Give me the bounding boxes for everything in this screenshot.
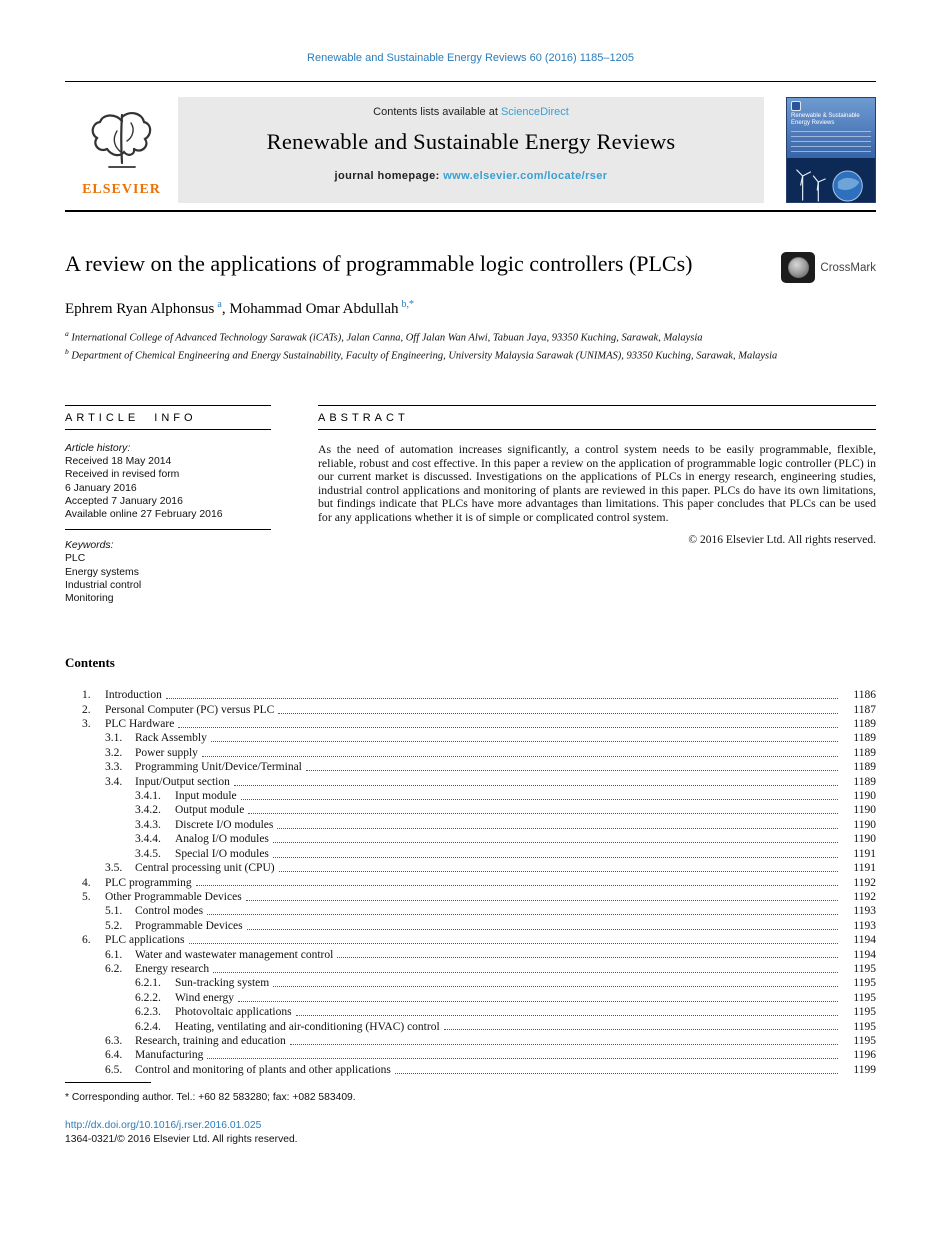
toc-entry-label: Energy research xyxy=(135,962,210,975)
toc-dot-leader xyxy=(196,885,838,886)
toc-entry-label: Rack Assembly xyxy=(135,732,207,745)
toc-entry-label: Personal Computer (PC) versus PLC xyxy=(105,703,275,716)
keyword: Monitoring xyxy=(65,593,114,605)
toc-entry[interactable] xyxy=(65,1005,876,1019)
toc-dot-leader xyxy=(444,1029,838,1030)
toc-entry-number: 3.5. xyxy=(105,862,123,875)
toc-entry[interactable] xyxy=(65,861,876,875)
toc-entry-number: 6.2.2. xyxy=(135,991,161,1004)
journal-homepage-link[interactable]: www.elsevier.com/locate/rser xyxy=(443,170,608,182)
toc-dot-leader xyxy=(241,799,838,800)
article-title: A review on the applications of programmable logic controllers (PLCs) xyxy=(65,251,693,276)
article-history-block xyxy=(65,442,271,521)
toc-dot-leader xyxy=(247,929,838,930)
toc-entry-label: Analog I/O modules xyxy=(175,833,269,846)
toc-dot-leader xyxy=(277,828,838,829)
crossmark-ring-icon xyxy=(788,257,809,278)
toc-entry-page: 1195 xyxy=(853,962,876,975)
toc-entry[interactable] xyxy=(65,847,876,861)
abstract-column xyxy=(318,405,876,605)
toc-dot-leader xyxy=(234,785,838,786)
toc-entry-page: 1187 xyxy=(853,703,876,716)
article-history-lines xyxy=(65,455,271,521)
toc-entry-page: 1190 xyxy=(853,804,876,817)
footnote-divider xyxy=(65,1082,151,1083)
toc-entry[interactable] xyxy=(65,948,876,962)
toc-entry-page: 1193 xyxy=(853,905,876,918)
toc-entry[interactable] xyxy=(65,717,876,731)
history-line: Available online 27 February 2016 xyxy=(65,509,223,521)
toc-entry-label: Discrete I/O modules xyxy=(175,818,274,831)
toc-entry-number: 6.1. xyxy=(105,948,123,961)
toc-entry-number: 3.4.2. xyxy=(135,804,161,817)
toc-entry-number: 3.4.4. xyxy=(135,833,161,846)
title-row xyxy=(65,250,876,283)
toc-entry-label: Other Programmable Devices xyxy=(105,890,242,903)
crossmark-label: CrossMark xyxy=(820,261,876,274)
toc-entry-number: 6.4. xyxy=(105,1049,123,1062)
keywords-lines xyxy=(65,552,271,605)
toc-dot-leader xyxy=(207,1058,838,1059)
contents-availability-line xyxy=(178,106,764,118)
toc-entry-page: 1194 xyxy=(853,934,876,947)
toc-entry[interactable] xyxy=(65,1048,876,1062)
toc-entry-number: 5. xyxy=(82,890,91,903)
toc-entry[interactable] xyxy=(65,760,876,774)
journal-masthead xyxy=(65,97,876,203)
journal-citation-link[interactable]: Renewable and Sustainable Energy Reviews 60 (2016) 1185–1205 xyxy=(307,52,634,64)
author-line: Ephrem Ryan Alphonsus $^a$, Mohammad Omar Abdullah $^{b,*}$ xyxy=(65,299,415,317)
article-info-column xyxy=(65,405,271,605)
contents-section xyxy=(65,655,876,1077)
toc-entry-page: 1189 xyxy=(853,732,876,745)
toc-entry-page: 1191 xyxy=(853,847,876,860)
toc-entry-label: PLC Hardware xyxy=(105,718,175,731)
keywords-block xyxy=(65,539,271,605)
elsevier-tree-icon xyxy=(76,97,168,181)
elsevier-wordmark: ELSEVIER xyxy=(82,182,161,197)
toc-entry-number: 1. xyxy=(82,689,91,702)
toc-entry[interactable] xyxy=(65,818,876,832)
toc-dot-leader xyxy=(306,770,838,771)
homepage-label: journal homepage: xyxy=(334,170,440,182)
cover-title: Renewable & Sustainable Energy Reviews xyxy=(791,113,860,126)
toc-entry[interactable] xyxy=(65,991,876,1005)
toc-entry-number: 3.4.1. xyxy=(135,790,161,803)
toc-entry-number: 6.5. xyxy=(105,1063,123,1076)
toc-entry[interactable] xyxy=(65,703,876,717)
toc-entry-label: Output module xyxy=(175,804,245,817)
toc-entry[interactable] xyxy=(65,1020,876,1034)
author-affiliation-ref: b,* xyxy=(401,299,415,310)
masthead-band xyxy=(178,97,764,203)
toc-entry-number: 3.2. xyxy=(105,746,123,759)
toc-entry-page: 1195 xyxy=(853,977,876,990)
toc-entry-number: 6. xyxy=(82,934,91,947)
toc-entry-page: 1196 xyxy=(853,1049,876,1062)
toc-entry-page: 1199 xyxy=(853,1063,876,1076)
corresponding-author-note: * Corresponding author. Tel.: +60 82 583280; fax: +082 583409. xyxy=(65,1092,356,1103)
journal-homepage-line xyxy=(178,170,764,182)
doi-link[interactable]: http://dx.doi.org/10.1016/j.rser.2016.01.025 xyxy=(65,1120,262,1131)
toc-dot-leader xyxy=(273,842,838,843)
toc-dot-leader xyxy=(273,986,838,987)
journal-title: Renewable and Sustainable Energy Reviews xyxy=(266,129,676,154)
history-line: Received 18 May 2014 xyxy=(65,456,172,468)
history-keywords-divider xyxy=(65,529,271,530)
toc-entry-label: Water and wastewater management control xyxy=(135,948,334,961)
toc-entry-page: 1192 xyxy=(853,876,876,889)
toc-entry[interactable] xyxy=(65,890,876,904)
toc-entry-number: 6.2. xyxy=(105,962,123,975)
toc-entry-label: Manufacturing xyxy=(135,1049,204,1062)
toc-entry-page: 1190 xyxy=(853,833,876,846)
toc-entry-label: Control modes xyxy=(135,905,204,918)
toc-dot-leader xyxy=(290,1044,838,1045)
elsevier-logo xyxy=(65,97,178,203)
cover-text-lines xyxy=(791,131,871,155)
toc-dot-leader xyxy=(238,1001,838,1002)
toc-entry-label: Wind energy xyxy=(175,991,235,1004)
toc-entry-label: Special I/O modules xyxy=(175,847,269,860)
toc-entry-number: 6.2.1. xyxy=(135,977,161,990)
toc-entry[interactable] xyxy=(65,933,876,947)
toc-entry-label: PLC programming xyxy=(105,876,192,889)
toc-entry-number: 2. xyxy=(82,703,91,716)
journal-cover-header xyxy=(787,98,875,128)
toc-entry-number: 3.4. xyxy=(105,775,123,788)
toc-entry-label: Photovoltaic applications xyxy=(175,1006,292,1019)
author-name: Mohammad Omar Abdullah $^{b,*}$ xyxy=(229,299,415,317)
toc-dot-leader xyxy=(273,857,838,858)
toc-entry-label: Control and monitoring of plants and other applications xyxy=(135,1063,391,1076)
toc-entry-label: PLC applications xyxy=(105,934,185,947)
toc-entry-page: 1195 xyxy=(853,1034,876,1047)
contents-availability-text: Contents lists available at xyxy=(373,106,498,118)
toc-entry[interactable] xyxy=(65,976,876,990)
toc-entry-page: 1190 xyxy=(853,818,876,831)
toc-entry-page: 1195 xyxy=(853,991,876,1004)
toc-entry-label: Power supply xyxy=(135,746,198,759)
toc-entry-page: 1190 xyxy=(853,790,876,803)
toc-dot-leader xyxy=(166,698,838,699)
toc-entry-page: 1191 xyxy=(853,862,876,875)
keywords-label: Keywords: xyxy=(65,540,114,552)
toc-entry-label: Heating, ventilating and air-conditioning (HVAC) control xyxy=(175,1020,440,1033)
toc-entry-label: Input module xyxy=(175,790,237,803)
crossmark-badge[interactable] xyxy=(781,252,876,283)
affiliation-line: $^a$ International College of Advanced Technology Sarawak (iCATs), Jalan Canna, Off Jalan Wan Alwi, Tabuan Jaya, 93350 Kuching, Sarawak, Malaysia xyxy=(65,329,703,344)
crossmark-icon xyxy=(781,252,815,283)
toc-entry[interactable] xyxy=(65,688,876,702)
article-info-heading: ARTICLE INFO xyxy=(65,405,271,430)
toc-entry-page: 1195 xyxy=(853,1006,876,1019)
toc-dot-leader xyxy=(211,741,838,742)
toc-entry-number: 6.2.3. xyxy=(135,1006,161,1019)
toc-entry[interactable] xyxy=(65,904,876,918)
toc-dot-leader xyxy=(213,972,838,973)
toc-entry-label: Introduction xyxy=(105,689,162,702)
toc-entry-page: 1194 xyxy=(853,948,876,961)
toc-entry-page: 1189 xyxy=(853,761,876,774)
toc-entry[interactable] xyxy=(65,1034,876,1048)
abstract-text: As the need of automation increases significantly, a control system needs to be easily programmable, flexible, reliable, robust and cost effective. In this paper a review on the application of programmable logic controller (PLC) in our current market is discussed. Investigations on the applications of PLCs in energy research, engineering studies, industrial control applications and monitoring of plants are reviewed in this paper. PLCs do have its own limitations, but findings indicate that PLCs have more advantages than limitations. This paper concludes that PLCs can be used for any applications whether it is of simple or complicated control system. xyxy=(318,442,876,524)
toc-entry-page: 1195 xyxy=(853,1020,876,1033)
affiliation-marker: b xyxy=(65,347,69,356)
masthead-divider xyxy=(65,210,876,212)
toc-entry[interactable] xyxy=(65,876,876,890)
author-name: Ephrem Ryan Alphonsus $^a$ xyxy=(65,299,222,317)
toc-dot-leader xyxy=(202,756,838,757)
toc-entry-label: Central processing unit (CPU) xyxy=(135,862,275,875)
keyword: PLC xyxy=(65,553,86,565)
toc-entry[interactable] xyxy=(65,789,876,803)
toc-dot-leader xyxy=(248,813,838,814)
toc-entry-label: Input/Output section xyxy=(135,775,230,788)
toc-entry-label: Programming Unit/Device/Terminal xyxy=(135,761,302,774)
toc-entry-number: 3.3. xyxy=(105,761,123,774)
toc-entry[interactable] xyxy=(65,919,876,933)
toc-entry[interactable] xyxy=(65,775,876,789)
toc-entry-page: 1186 xyxy=(853,689,876,702)
issn-rights-line: 1364-0321/© 2016 Elsevier Ltd. All rights reserved. xyxy=(65,1134,298,1145)
history-line: 6 January 2016 xyxy=(65,482,137,494)
toc-dot-leader xyxy=(279,871,838,872)
abstract-copyright: © 2016 Elsevier Ltd. All rights reserved. xyxy=(688,533,876,546)
toc-dot-leader xyxy=(337,957,838,958)
toc-entry-page: 1193 xyxy=(853,919,876,932)
toc-dot-leader xyxy=(395,1073,838,1074)
toc-entry-number: 4. xyxy=(82,876,91,889)
toc-entry-number: 6.2.4. xyxy=(135,1020,161,1033)
toc-entry-number: 6.3. xyxy=(105,1034,123,1047)
page-footer xyxy=(65,1082,876,1145)
affiliation-marker: a xyxy=(65,329,69,338)
toc-entry[interactable] xyxy=(65,832,876,846)
journal-cover xyxy=(786,97,876,203)
cover-art-earth-turbines xyxy=(787,158,875,202)
toc-entry-label: Programmable Devices xyxy=(135,919,243,932)
toc-dot-leader xyxy=(178,727,838,728)
keyword: Industrial control xyxy=(65,579,142,591)
keyword: Energy systems xyxy=(65,566,139,578)
toc-dot-leader xyxy=(207,914,838,915)
toc-list xyxy=(65,688,876,1077)
toc-entry-number: 5.1. xyxy=(105,905,123,918)
sciencedirect-link[interactable]: ScienceDirect xyxy=(500,106,569,118)
article-history-label: Article history: xyxy=(65,443,131,454)
info-abstract-section xyxy=(65,405,876,605)
toc-entry[interactable] xyxy=(65,962,876,976)
history-line: Accepted 7 January 2016 xyxy=(65,495,183,507)
toc-entry[interactable] xyxy=(65,731,876,745)
toc-dot-leader xyxy=(296,1015,838,1016)
toc-entry-page: 1189 xyxy=(853,775,876,788)
toc-entry-number: 3.4.3. xyxy=(135,818,161,831)
cover-elsevier-mini-icon xyxy=(791,101,801,111)
toc-dot-leader xyxy=(246,900,838,901)
affiliation-line: $^b$ Department of Chemical Engineering and Energy Sustainability, Faculty of Engineering, University Malaysia Sarawak (UNIMAS), 93350 Kuching, Sarawak, Malaysia xyxy=(65,347,778,362)
history-line: Received in revised form xyxy=(65,469,180,481)
toc-entry-page: 1192 xyxy=(853,890,876,903)
top-divider xyxy=(65,81,876,82)
toc-dot-leader xyxy=(189,943,838,944)
toc-dot-leader xyxy=(278,713,838,714)
contents-heading: Contents xyxy=(65,655,115,671)
toc-entry-number: 5.2. xyxy=(105,919,123,932)
toc-entry-label: Sun-tracking system xyxy=(175,977,270,990)
toc-entry[interactable] xyxy=(65,803,876,817)
toc-entry-label: Research, training and education xyxy=(135,1034,286,1047)
affiliations xyxy=(65,327,876,363)
toc-entry[interactable] xyxy=(65,1063,876,1077)
abstract-heading: ABSTRACT xyxy=(318,405,876,430)
toc-entry-page: 1189 xyxy=(853,718,876,731)
author-affiliation-ref: a xyxy=(217,299,222,310)
toc-entry-number: 3.4.5. xyxy=(135,847,161,860)
toc-entry-number: 3. xyxy=(82,718,91,731)
toc-entry-number: 3.1. xyxy=(105,732,123,745)
toc-entry[interactable] xyxy=(65,746,876,760)
toc-entry-page: 1189 xyxy=(853,746,876,759)
